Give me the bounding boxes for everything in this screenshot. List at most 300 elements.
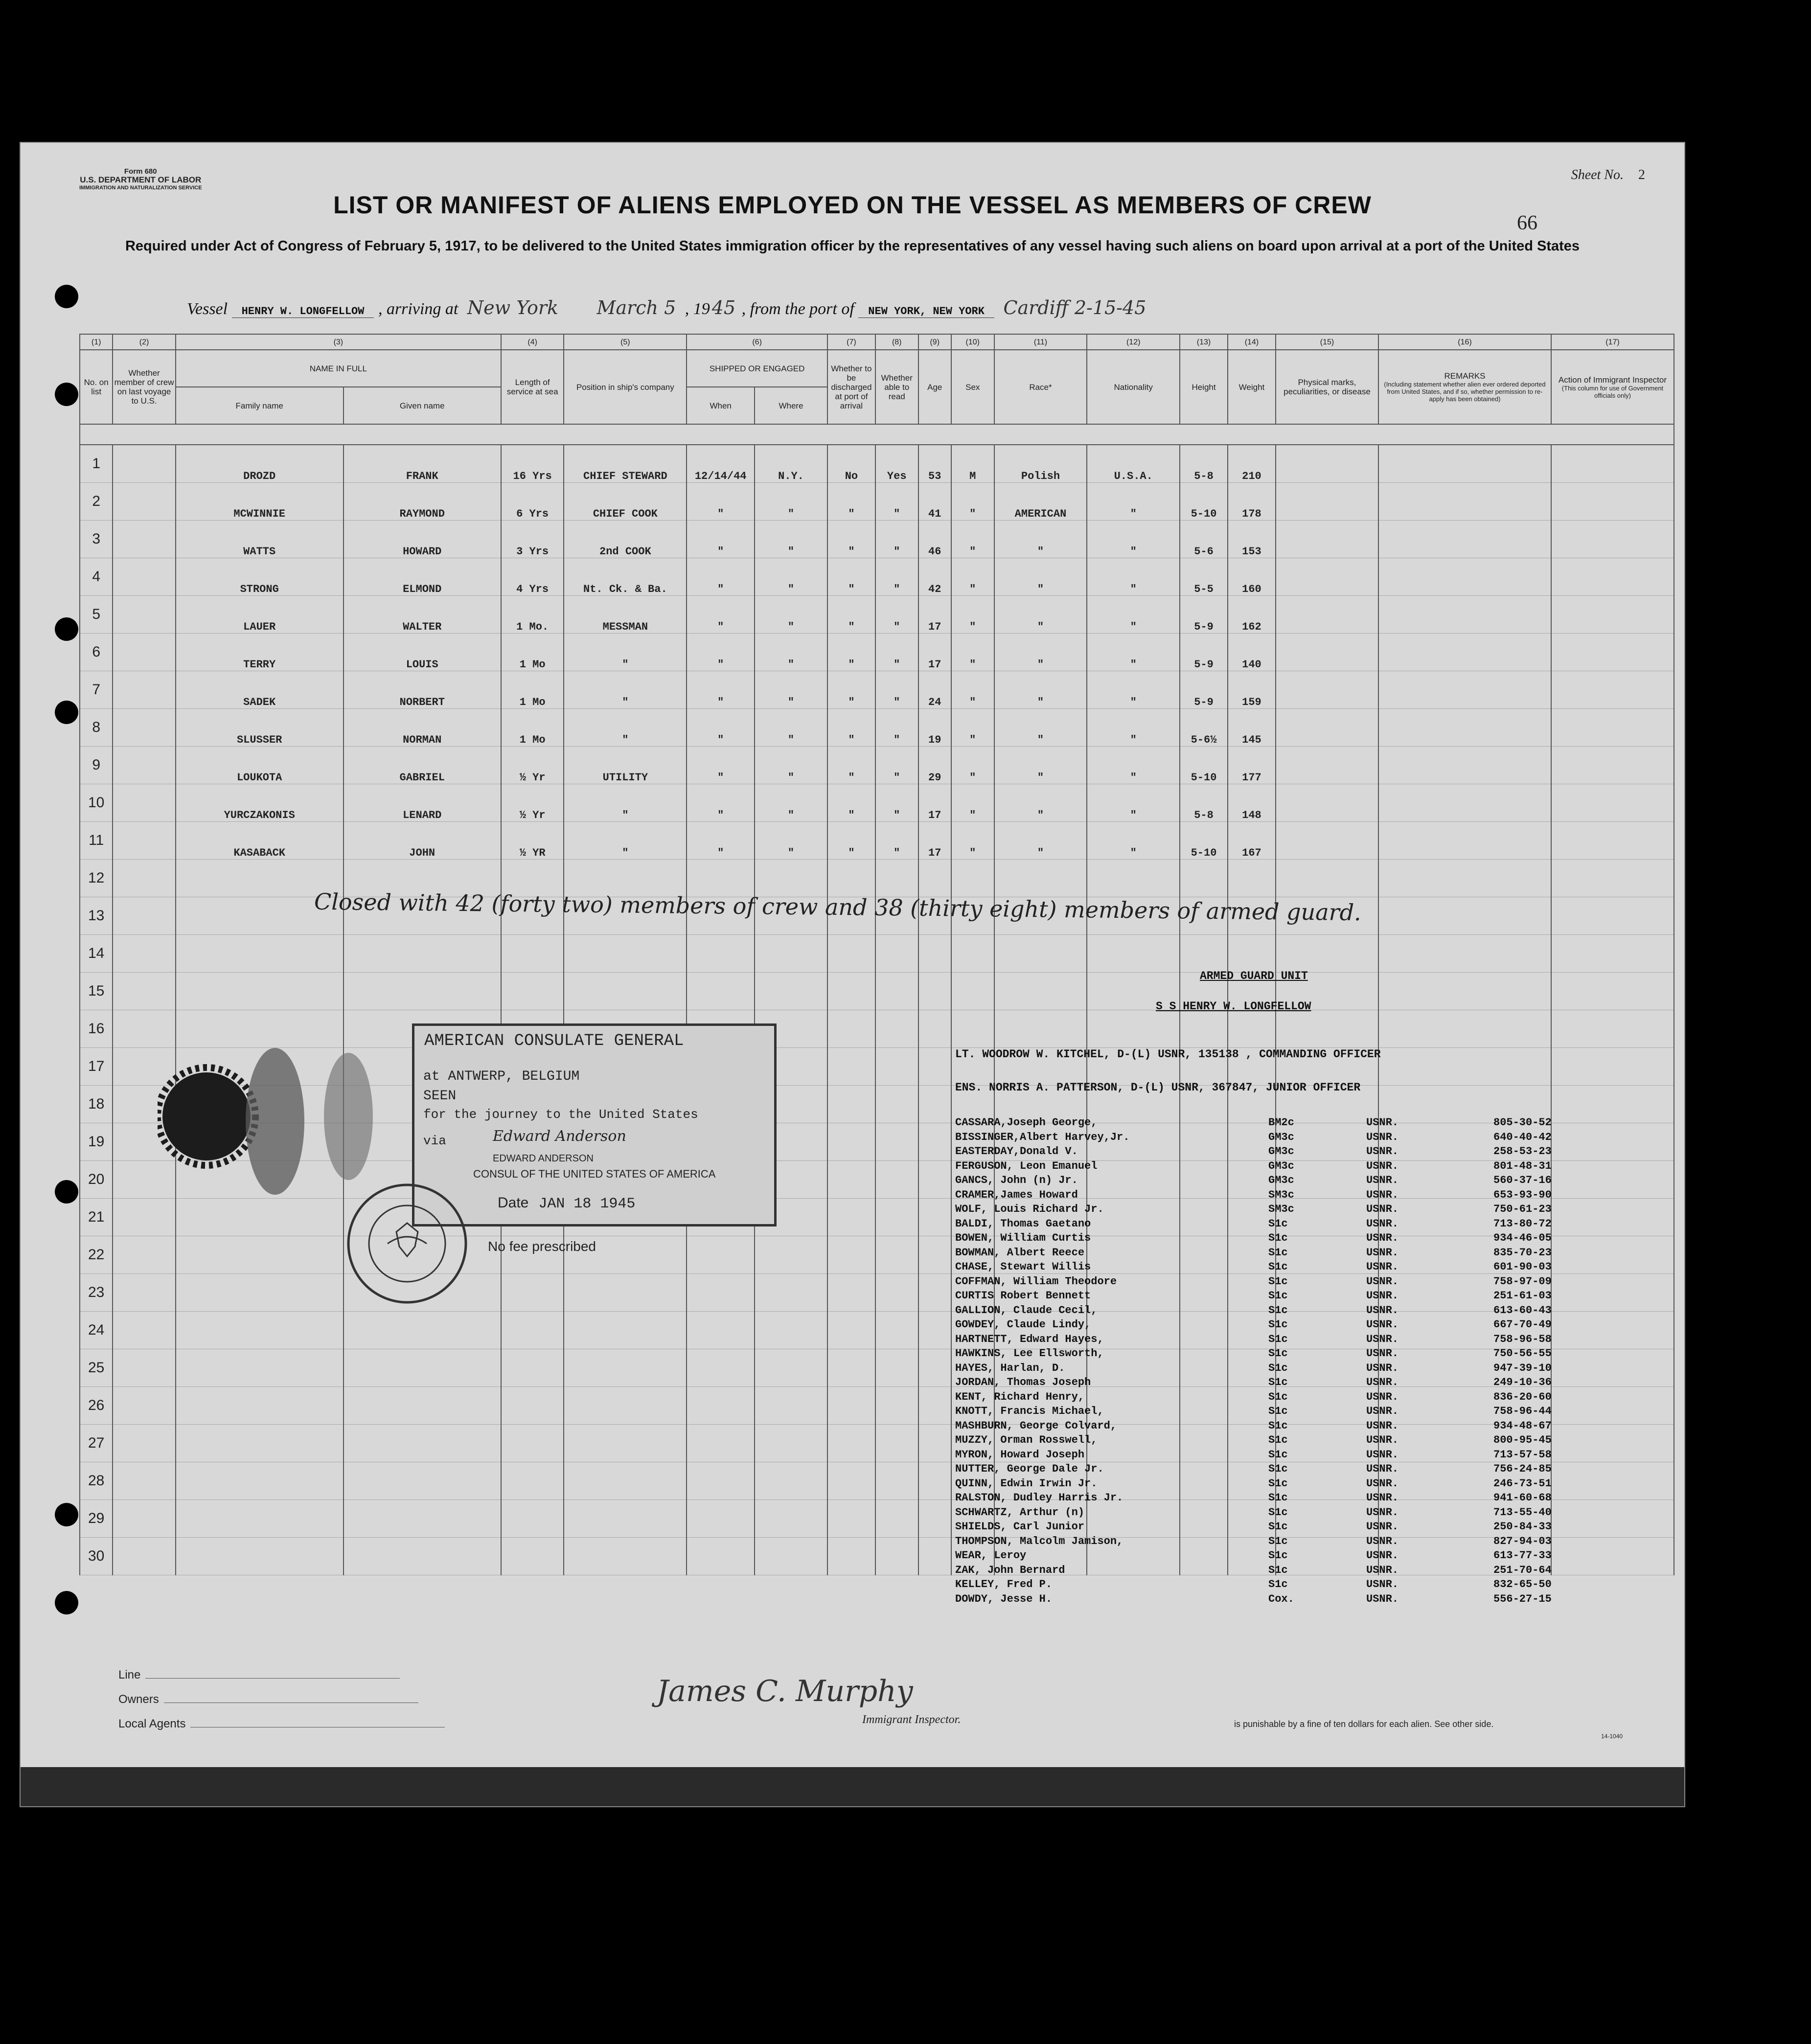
member-rate: S1c	[1268, 1448, 1288, 1461]
arriving-port: New York	[467, 297, 559, 318]
empty-cell	[687, 1236, 755, 1274]
member-name: CURTIS Robert Bennett	[955, 1290, 1091, 1302]
empty-cell	[564, 1312, 687, 1349]
cell-discharged: "	[827, 483, 875, 521]
cell-height: 5-9	[1180, 671, 1228, 709]
col-num: (13)	[1180, 334, 1228, 350]
cell-nationality: "	[1087, 747, 1180, 784]
member-branch: USNR.	[1366, 1549, 1399, 1562]
line-number: 15	[80, 973, 113, 1010]
empty-cell	[564, 1349, 687, 1387]
cell-height: 5-8	[1180, 784, 1228, 822]
year-value: 45	[711, 297, 736, 318]
cell-service: 1 Mo	[501, 634, 564, 671]
member-branch: USNR.	[1366, 1448, 1399, 1461]
col-num: (2)	[113, 334, 176, 350]
armed-guard-ship: S S HENRY W. LONGFELLOW	[1156, 1000, 1311, 1013]
member-rate: S1c	[1268, 1419, 1288, 1432]
empty-cell	[1551, 1236, 1674, 1274]
cell-service: 1 Mo	[501, 671, 564, 709]
cell-read: "	[875, 822, 918, 860]
line-number: 29	[80, 1500, 113, 1538]
empty-cell	[827, 1086, 875, 1123]
empty-cell	[1087, 860, 1180, 897]
col-num: (14)	[1228, 334, 1276, 350]
empty-cell	[1378, 1010, 1551, 1048]
empty-cell	[827, 1312, 875, 1349]
member-serial: 258-53-23	[1493, 1145, 1552, 1158]
manifest-sheet	[20, 142, 1685, 1807]
cell-discharged: "	[827, 822, 875, 860]
prior-voyage-cell	[113, 634, 176, 671]
member-branch: USNR.	[1366, 1174, 1399, 1186]
line-number: 13	[80, 897, 113, 935]
member-branch: USNR.	[1366, 1304, 1399, 1317]
stamp-date	[498, 1195, 635, 1212]
armed-guard-member	[955, 1433, 1552, 1448]
empty-cell	[994, 1010, 1087, 1048]
empty-cell	[918, 860, 951, 897]
member-name: SHIELDS, Carl Junior	[955, 1521, 1085, 1533]
page-number: 66	[1517, 212, 1537, 234]
empty-cell	[1551, 1312, 1674, 1349]
col-num: (1)	[80, 334, 113, 350]
cell-given: HOWARD	[344, 521, 501, 558]
armed-guard-member	[955, 1115, 1552, 1130]
cell-discharged: "	[827, 671, 875, 709]
empty-cell	[687, 1425, 755, 1462]
member-name: HARTNETT, Edward Hayes,	[955, 1333, 1104, 1345]
empty-cell	[113, 1462, 176, 1500]
col-num: (7)	[827, 334, 875, 350]
cell-when: "	[687, 709, 755, 747]
member-serial: 758-96-44	[1493, 1405, 1552, 1417]
member-rate: S1c	[1268, 1318, 1288, 1331]
member-name: QUINN, Edwin Irwin Jr.	[955, 1477, 1098, 1490]
inspector-signature: James C. Murphy	[657, 1674, 913, 1708]
empty-cell	[176, 1462, 344, 1500]
member-name: RALSTON, Dudley Harris Jr.	[955, 1492, 1123, 1504]
year-prefix: , 19	[685, 300, 710, 318]
empty-cell	[564, 1425, 687, 1462]
from-port: NEW YORK, NEW YORK	[858, 305, 994, 318]
owners-label: Owners	[118, 1693, 159, 1706]
empty-cell	[875, 1274, 918, 1312]
line-number: 27	[80, 1425, 113, 1462]
agents-label: Local Agents	[118, 1717, 186, 1730]
member-rate: SM3c	[1268, 1203, 1294, 1215]
crew-row	[80, 558, 1674, 596]
cell-where: "	[755, 822, 827, 860]
armed-guard-member	[955, 1188, 1552, 1203]
department-name: U.S. DEPARTMENT OF LABOR	[80, 175, 202, 184]
member-serial: 934-46-05	[1493, 1232, 1552, 1244]
armed-guard-member	[955, 1274, 1552, 1289]
empty-cell	[1551, 1425, 1674, 1462]
member-rate: GM3c	[1268, 1145, 1294, 1158]
empty-cell	[1180, 860, 1228, 897]
member-branch: USNR.	[1366, 1535, 1399, 1547]
empty-cell	[918, 935, 951, 973]
cell-remarks	[1378, 483, 1551, 521]
cell-weight: 153	[1228, 521, 1276, 558]
member-rate: S1c	[1268, 1434, 1288, 1446]
cell-when: "	[687, 784, 755, 822]
sheet-label: Sheet No.	[1571, 167, 1624, 182]
header-able-to-read: Whether able to read	[875, 350, 918, 424]
member-name: WEAR, Leroy	[955, 1549, 1027, 1562]
member-branch: USNR.	[1366, 1188, 1399, 1201]
empty-cell	[827, 1010, 875, 1048]
cell-family: SLUSSER	[176, 709, 344, 747]
empty-cell	[564, 1500, 687, 1538]
member-branch: USNR.	[1366, 1390, 1399, 1403]
cell-where: "	[755, 634, 827, 671]
empty-cell	[875, 935, 918, 973]
cell-height: 5-9	[1180, 634, 1228, 671]
cell-sex: "	[951, 521, 994, 558]
consul-printed-name: EDWARD ANDERSON	[493, 1153, 594, 1164]
cell-action	[1551, 709, 1674, 747]
armed-guard-member	[955, 1317, 1552, 1332]
cell-discharged: No	[827, 445, 875, 483]
member-rate: S1c	[1268, 1405, 1288, 1417]
empty-cell	[501, 1387, 564, 1425]
member-rate: S1c	[1268, 1535, 1288, 1547]
cell-discharged: "	[827, 521, 875, 558]
cell-service: 1 Mo.	[501, 596, 564, 634]
empty-row	[80, 935, 1674, 973]
armed-guard-member	[955, 1375, 1552, 1390]
member-serial: 805-30-52	[1493, 1116, 1552, 1129]
crew-row	[80, 445, 1674, 483]
empty-cell	[755, 1349, 827, 1387]
service-name: IMMIGRATION AND NATURALIZATION SERVICE	[79, 185, 202, 191]
empty-cell	[755, 1538, 827, 1575]
armed-guard-member	[955, 1534, 1552, 1549]
member-serial: 713-80-72	[1493, 1217, 1552, 1230]
vessel-label: Vessel	[187, 300, 228, 318]
member-branch: USNR.	[1366, 1246, 1399, 1259]
empty-cell	[344, 1538, 501, 1575]
empty-cell	[951, 1010, 994, 1048]
empty-cell	[113, 1538, 176, 1575]
cell-position: UTILITY	[564, 747, 687, 784]
cell-sex: "	[951, 671, 994, 709]
member-serial: 750-61-23	[1493, 1203, 1552, 1215]
inspector-label: Immigrant Inspector.	[862, 1713, 961, 1726]
empty-cell	[564, 935, 687, 973]
stamp-line1: AMERICAN CONSULATE GENERAL	[424, 1032, 684, 1050]
line-number: 8	[80, 709, 113, 747]
member-rate: S1c	[1268, 1477, 1288, 1490]
empty-cell	[1551, 1274, 1674, 1312]
member-rate: S1c	[1268, 1521, 1288, 1533]
member-rate: GM3c	[1268, 1159, 1294, 1172]
cell-when: "	[687, 558, 755, 596]
cell-action	[1551, 445, 1674, 483]
cell-service: 16 Yrs	[501, 445, 564, 483]
member-serial: 758-96-58	[1493, 1333, 1552, 1345]
vessel-name: HENRY W. LONGFELLOW	[232, 305, 374, 318]
armed-guard-member	[955, 1361, 1552, 1376]
cell-age: 29	[918, 747, 951, 784]
empty-cell	[501, 1274, 564, 1312]
empty-cell	[1087, 1010, 1180, 1048]
cell-age: 24	[918, 671, 951, 709]
empty-cell	[113, 935, 176, 973]
cell-physical-marks	[1276, 709, 1378, 747]
cell-discharged: "	[827, 709, 875, 747]
cell-weight: 148	[1228, 784, 1276, 822]
empty-cell	[1276, 860, 1378, 897]
cell-race: "	[994, 822, 1087, 860]
member-serial: 246-73-51	[1493, 1477, 1552, 1490]
cell-weight: 210	[1228, 445, 1276, 483]
empty-cell	[1378, 897, 1551, 935]
cell-race: "	[994, 558, 1087, 596]
empty-cell	[918, 1236, 951, 1274]
document-subtitle: Required under Act of Congress of February 5, 1917, to be delivered to the United States immigration officer by the representatives of any vessel having such aliens on board upon arrival at a port of the United States	[125, 238, 1580, 254]
crew-row	[80, 596, 1674, 634]
empty-cell	[113, 1425, 176, 1462]
member-rate: S1c	[1268, 1217, 1288, 1230]
member-name: ZAK, John Bernard	[955, 1564, 1065, 1576]
sheet-number	[1571, 167, 1645, 183]
document-title: LIST OR MANIFEST OF ALIENS EMPLOYED ON THE VESSEL AS MEMBERS OF CREW	[333, 191, 1372, 219]
header-no-on-list: No. on list	[80, 350, 113, 424]
col-num: (4)	[501, 334, 564, 350]
empty-cell	[1276, 1010, 1378, 1048]
cell-weight: 178	[1228, 483, 1276, 521]
member-branch: USNR.	[1366, 1232, 1399, 1244]
crew-row	[80, 483, 1674, 521]
column-header-row	[80, 350, 1674, 387]
header-race: Race*	[994, 350, 1087, 424]
member-serial: 667-70-49	[1493, 1318, 1552, 1331]
armed-guard-member	[955, 1202, 1552, 1217]
member-branch: USNR.	[1366, 1217, 1399, 1230]
header-action-inspector	[1551, 350, 1674, 424]
armed-guard-member	[955, 1563, 1552, 1578]
header-length-service: Length of service at sea	[501, 350, 564, 424]
empty-cell	[755, 1500, 827, 1538]
date-label: Date	[498, 1195, 529, 1211]
col-num: (16)	[1378, 334, 1551, 350]
member-name: KENT, Richard Henry,	[955, 1390, 1085, 1403]
member-rate: S1c	[1268, 1246, 1288, 1259]
line-number: 23	[80, 1274, 113, 1312]
empty-cell	[827, 1123, 875, 1161]
cell-sex: "	[951, 483, 994, 521]
cell-family: STRONG	[176, 558, 344, 596]
member-rate: SM3c	[1268, 1188, 1294, 1201]
armed-guard-member	[955, 1260, 1552, 1274]
member-serial: 756-24-85	[1493, 1463, 1552, 1475]
empty-cell	[344, 935, 501, 973]
stamp-line5: via	[423, 1134, 446, 1148]
empty-cell	[875, 1425, 918, 1462]
cell-height: 5-6	[1180, 521, 1228, 558]
scan-bottom-edge	[21, 1767, 1684, 1806]
empty-cell	[1276, 935, 1378, 973]
empty-cell	[827, 1387, 875, 1425]
empty-cell	[344, 1425, 501, 1462]
empty-cell	[501, 1538, 564, 1575]
cell-height: 5-5	[1180, 558, 1228, 596]
empty-cell	[1551, 1387, 1674, 1425]
cell-position: Nt. Ck. & Ba.	[564, 558, 687, 596]
empty-cell	[113, 1274, 176, 1312]
empty-cell	[875, 1048, 918, 1086]
cell-weight: 145	[1228, 709, 1276, 747]
member-rate: S1c	[1268, 1549, 1288, 1562]
empty-cell	[501, 1462, 564, 1500]
member-rate: GM3c	[1268, 1174, 1294, 1186]
cell-action	[1551, 483, 1674, 521]
cell-action	[1551, 822, 1674, 860]
member-serial: 941-60-68	[1493, 1492, 1552, 1504]
member-branch: USNR.	[1366, 1261, 1399, 1273]
member-branch: USNR.	[1366, 1159, 1399, 1172]
cell-height: 5-6½	[1180, 709, 1228, 747]
cell-action	[1551, 784, 1674, 822]
cell-weight: 177	[1228, 747, 1276, 784]
line-number: 30	[80, 1538, 113, 1575]
cell-where: N.Y.	[755, 445, 827, 483]
empty-cell	[1551, 1199, 1674, 1236]
line-number: 14	[80, 935, 113, 973]
member-serial: 556-27-15	[1493, 1592, 1552, 1605]
vessel-line	[187, 297, 1151, 318]
member-name: EASTERDAY,Donald V.	[955, 1145, 1078, 1158]
cell-read: "	[875, 596, 918, 634]
member-serial: 251-61-03	[1493, 1290, 1552, 1302]
cell-family: YURCZAKONIS	[176, 784, 344, 822]
member-rate: S1c	[1268, 1275, 1288, 1288]
member-name: COFFMAN, William Theodore	[955, 1275, 1117, 1288]
header-whether-member: Whether member of crew on last voyage to U.S.	[113, 350, 176, 424]
member-name: GOWDEY, Claude Lindy,	[955, 1318, 1091, 1331]
cell-age: 41	[918, 483, 951, 521]
prior-voyage-cell	[113, 709, 176, 747]
empty-cell	[875, 1123, 918, 1161]
from-port-handwritten: Cardiff 2-15-45	[1003, 297, 1146, 318]
action-title: Action of Immigrant Inspector	[1558, 375, 1667, 385]
member-branch: USNR.	[1366, 1131, 1399, 1143]
empty-cell	[827, 1462, 875, 1500]
cell-discharged: "	[827, 747, 875, 784]
member-rate: S1c	[1268, 1390, 1288, 1403]
empty-cell	[344, 1462, 501, 1500]
member-rate: S1c	[1268, 1290, 1288, 1302]
armed-guard-member	[955, 1289, 1552, 1303]
cell-service: ½ Yr	[501, 747, 564, 784]
member-serial: 249-10-36	[1493, 1376, 1552, 1388]
line-number: 18	[80, 1086, 113, 1123]
cell-discharged: "	[827, 558, 875, 596]
crew-row	[80, 747, 1674, 784]
armed-guard-member	[955, 1592, 1552, 1607]
member-serial: 613-60-43	[1493, 1304, 1552, 1317]
empty-cell	[918, 1387, 951, 1425]
empty-cell	[344, 1312, 501, 1349]
prior-voyage-cell	[113, 747, 176, 784]
prior-voyage-cell	[113, 445, 176, 483]
line-number: 12	[80, 860, 113, 897]
empty-cell	[875, 1236, 918, 1274]
header-age: Age	[918, 350, 951, 424]
footer-agents	[118, 1717, 445, 1731]
empty-cell	[176, 1387, 344, 1425]
cell-discharged: "	[827, 596, 875, 634]
member-rate: BM2c	[1268, 1116, 1294, 1129]
cell-remarks	[1378, 784, 1551, 822]
punch-hole	[55, 1591, 78, 1614]
cell-position: "	[564, 634, 687, 671]
empty-cell	[827, 1538, 875, 1575]
empty-cell	[918, 973, 951, 1010]
cell-given: GABRIEL	[344, 747, 501, 784]
cell-family: LAUER	[176, 596, 344, 634]
member-name: BALDI, Thomas Gaetano	[955, 1217, 1091, 1230]
empty-cell	[113, 1312, 176, 1349]
cell-position: "	[564, 671, 687, 709]
empty-cell	[827, 1236, 875, 1274]
member-branch: USNR.	[1366, 1592, 1399, 1605]
cell-physical-marks	[1276, 483, 1378, 521]
cell-age: 17	[918, 822, 951, 860]
header-position: Position in ship's company	[564, 350, 687, 424]
empty-cell	[875, 860, 918, 897]
cell-given: NORBERT	[344, 671, 501, 709]
cell-race: "	[994, 634, 1087, 671]
member-name: KELLEY, Fred P.	[955, 1578, 1053, 1590]
arrival-date: March 5	[596, 297, 676, 318]
empty-cell	[875, 973, 918, 1010]
member-name: MYRON, Howard Joseph	[955, 1448, 1085, 1461]
member-branch: USNR.	[1366, 1492, 1399, 1504]
cell-when: "	[687, 483, 755, 521]
cell-where: "	[755, 709, 827, 747]
empty-cell	[501, 973, 564, 1010]
stamp-line2: at ANTWERP, BELGIUM	[423, 1069, 580, 1084]
member-branch: USNR.	[1366, 1506, 1399, 1519]
consul-title: CONSUL OF THE UNITED STATES OF AMERICA	[473, 1168, 716, 1180]
cell-discharged: "	[827, 634, 875, 671]
cell-nationality: U.S.A.	[1087, 445, 1180, 483]
empty-cell	[875, 1312, 918, 1349]
cell-position: CHIEF STEWARD	[564, 445, 687, 483]
member-branch: USNR.	[1366, 1318, 1399, 1331]
member-serial: 613-77-33	[1493, 1549, 1552, 1562]
member-branch: USNR.	[1366, 1376, 1399, 1388]
empty-cell	[1551, 897, 1674, 935]
member-rate: S1c	[1268, 1232, 1288, 1244]
empty-cell	[827, 1349, 875, 1387]
member-serial: 560-37-16	[1493, 1174, 1552, 1186]
empty-cell	[1087, 935, 1180, 973]
cell-weight: 159	[1228, 671, 1276, 709]
empty-cell	[875, 1500, 918, 1538]
cell-service: 1 Mo	[501, 709, 564, 747]
armed-guard-title: ARMED GUARD UNIT	[1200, 970, 1308, 982]
empty-cell	[687, 1274, 755, 1312]
cell-nationality: "	[1087, 596, 1180, 634]
embossed-seal-icon	[158, 1004, 392, 1209]
prior-voyage-cell	[113, 596, 176, 634]
from-label: , from the port of	[741, 300, 854, 318]
